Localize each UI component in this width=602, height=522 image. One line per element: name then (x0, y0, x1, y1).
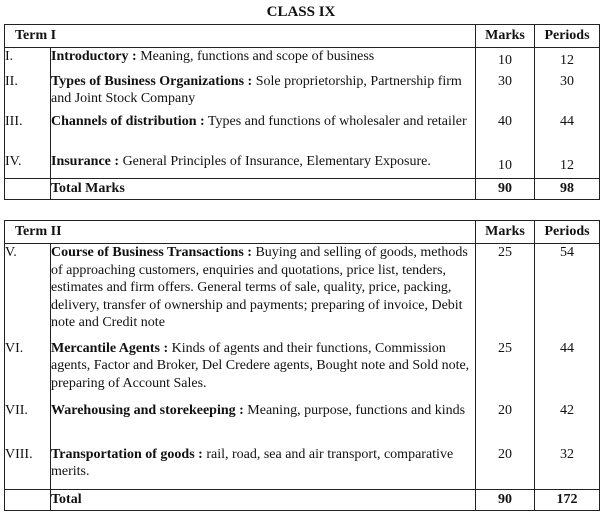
total-marks: 90 (476, 490, 535, 511)
table-row (5, 446, 600, 490)
unit-description (51, 244, 476, 340)
marks-header: Marks (476, 25, 535, 48)
unit-description (51, 153, 476, 179)
unit-periods: 44 (535, 340, 600, 402)
unit-heading: Warehousing and storekeeping : (51, 402, 244, 418)
table-row (5, 48, 600, 73)
unit-marks: 10 (476, 48, 535, 73)
unit-number: IV. (5, 153, 51, 179)
total-spacer (5, 490, 51, 511)
unit-periods: 54 (535, 244, 600, 340)
total-spacer (5, 179, 51, 200)
unit-text: Sole proprietorship, Partnership firm and Joint Stock Company (51, 73, 462, 106)
unit-text: Meaning, functions and scope of business (136, 49, 375, 64)
unit-number: VII. (5, 402, 51, 446)
total-periods: 172 (535, 490, 600, 511)
unit-marks: 40 (476, 113, 535, 153)
unit-number: II. (5, 73, 51, 113)
unit-description (51, 446, 476, 490)
unit-periods: 12 (535, 153, 600, 179)
unit-heading: Course of Business Transactions : (51, 245, 252, 260)
unit-marks: 25 (476, 244, 535, 340)
page-title: CLASS IX (266, 4, 336, 20)
unit-description (51, 73, 476, 113)
table-row (5, 113, 600, 153)
unit-description (51, 113, 476, 153)
unit-marks: 20 (476, 446, 535, 490)
unit-periods: 32 (535, 446, 600, 490)
unit-heading: Insurance : (51, 153, 120, 169)
periods-header: Periods (535, 221, 600, 244)
total-periods: 98 (535, 179, 600, 200)
table-row (5, 340, 600, 402)
unit-number: V. (5, 244, 51, 340)
unit-marks: 25 (476, 340, 535, 402)
unit-marks: 10 (476, 153, 535, 179)
unit-number: I. (5, 48, 51, 73)
unit-periods: 42 (535, 402, 600, 446)
unit-text: rail, road, sea and air transport, comparative merits. (51, 446, 454, 479)
total-row (5, 179, 600, 200)
total-row (5, 490, 600, 511)
unit-text: Types and functions of wholesaler and retailer (204, 113, 467, 129)
unit-heading: Mercantile Agents : (51, 340, 169, 356)
unit-marks: 20 (476, 402, 535, 446)
table-row (5, 73, 600, 113)
unit-text: Meaning, purpose, functions and kinds (243, 402, 466, 418)
table-row (5, 402, 600, 446)
unit-number: VIII. (5, 446, 51, 490)
table-row (5, 153, 600, 179)
table-row (5, 244, 600, 340)
unit-heading: Introductory : (51, 49, 137, 64)
unit-description (51, 340, 476, 402)
unit-description (51, 48, 476, 73)
unit-periods: 12 (535, 48, 600, 73)
unit-description (51, 402, 476, 446)
unit-text: General Principles of Insurance, Elementary Exposure. (119, 153, 431, 169)
unit-periods: 44 (535, 113, 600, 153)
unit-text: Buying and selling of goods, methods of approaching customers, enquiries and quotations, price list, tenders, estimates and firm offers. General terms of sale, quality, price, packing, delivery, transfer of ownership and payments; preparing of invoice, Debit note and Credit note (51, 245, 468, 330)
total-label: Total (51, 490, 476, 511)
table-header-row (5, 221, 600, 244)
term-label: Term II (5, 221, 476, 244)
periods-header: Periods (535, 25, 600, 48)
unit-number: VI. (5, 340, 51, 402)
unit-heading: Transportation of goods : (51, 446, 203, 462)
marks-header: Marks (476, 221, 535, 244)
term-2-table (4, 220, 600, 511)
total-label: Total Marks (51, 179, 476, 200)
table-header-row (5, 25, 600, 48)
unit-periods: 30 (535, 73, 600, 113)
unit-text: Kinds of agents and their functions, Commission agents, Factor and Broker, Del Credere agents, Bought note and Sold note, preparing of Account Sales. (51, 340, 470, 391)
unit-marks: 30 (476, 73, 535, 113)
unit-heading: Channels of distribution : (51, 113, 205, 129)
unit-number: III. (5, 113, 51, 153)
total-marks: 90 (476, 179, 535, 200)
unit-heading: Types of Business Organizations : (51, 73, 253, 89)
term-label: Term I (5, 25, 476, 48)
term-1-table (4, 24, 600, 200)
